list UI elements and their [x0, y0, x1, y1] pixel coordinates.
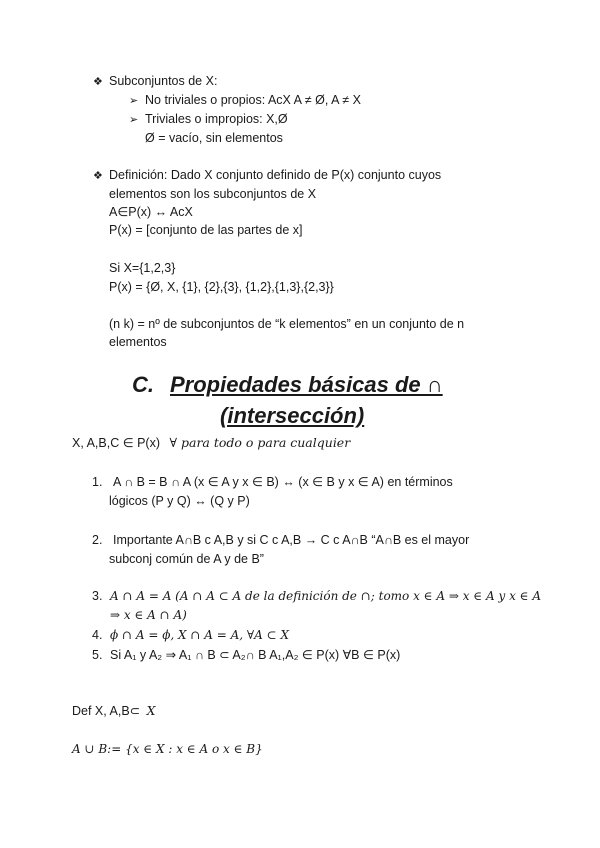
def-math: X	[146, 703, 156, 718]
list-number: 5.	[92, 648, 103, 662]
binomial-line: (n k) = nº de subconjuntos de “k elementos” en un conjunto de n	[109, 317, 465, 331]
property-math: A ∩ A = A (A ∩ A ⊂ A de la definición de ∩; tomo x ∈ A ⇒ x ∈ A y x ∈ A	[110, 589, 542, 603]
subset-item: No triviales o propios: AcX A ≠ Ø, A ≠ X	[145, 93, 361, 107]
example-line: P(x) = {Ø, X, {1}, {2},{3}, {1,2},{1,3},{2,3}}	[109, 280, 334, 294]
property-line: Si A₁ y A₂ ⇒ A₁ ∩ B ⊂ A₂∩ B A₁,A₂ ∈ P(x) ∀B ∈ P(x)	[110, 648, 401, 662]
subset-title: Subconjuntos de X:	[109, 74, 218, 88]
definition-line: Definición: Dado X conjunto definido de P(x) conjunto cuyos	[109, 168, 442, 182]
list-number: 1.	[92, 475, 103, 489]
arrow-bullet-icon: ➢	[129, 113, 139, 126]
example-line: Si X={1,2,3}	[109, 261, 176, 275]
empty-set-note: Ø = vacío, sin elementos	[145, 131, 283, 145]
binomial-line: elementos	[109, 335, 167, 349]
property-math: ⇒ x ∈ A ∩ A)	[110, 608, 187, 622]
list-number: 4.	[92, 628, 103, 642]
section-heading: Propiedades básicas de ∩	[170, 372, 443, 397]
union-definition: A ∪ B:= {x ∈ X : x ∈ A o x ∈ B}	[72, 742, 263, 756]
section-letter: C.	[132, 372, 154, 397]
def-line	[72, 703, 156, 719]
bullet-icon: ❖	[93, 169, 103, 182]
intro-sets	[72, 435, 350, 451]
bullet-icon: ❖	[93, 75, 103, 88]
definition-line: A∈P(x) ↔ AcX	[109, 205, 193, 219]
definition-line: elementos son los subconjuntos de X	[109, 187, 317, 201]
intro-text: X, A,B,C ∈ P(x)	[72, 436, 160, 450]
property-math: ϕ ∩ A = ϕ, X ∩ A = A, ∀A ⊂ X	[110, 628, 290, 642]
subset-item: Triviales o impropios: X,Ø	[145, 112, 288, 126]
property-line: Importante A∩B c A,B y si C c A,B → C c A∩B “A∩B es el mayor	[113, 533, 470, 547]
arrow-bullet-icon: ➢	[129, 94, 139, 107]
definition-line: P(x) = [conjunto de las partes de x]	[109, 223, 303, 237]
def-text: Def X, A,B⊂	[72, 704, 141, 718]
list-number: 3.	[92, 589, 103, 603]
intro-forall: ∀ para todo o para cualquier	[169, 435, 351, 450]
section-heading-sub: (intersección)	[220, 403, 365, 428]
list-number: 2.	[92, 533, 103, 547]
property-line: A ∩ B = B ∩ A (x ∈ A y x ∈ B) ↔ (x ∈ B y x ∈ A) en términos	[113, 475, 453, 489]
property-line: subconj común de A y de B”	[109, 552, 264, 566]
property-line: lógicos (P y Q) ↔ (Q y P)	[109, 494, 250, 508]
